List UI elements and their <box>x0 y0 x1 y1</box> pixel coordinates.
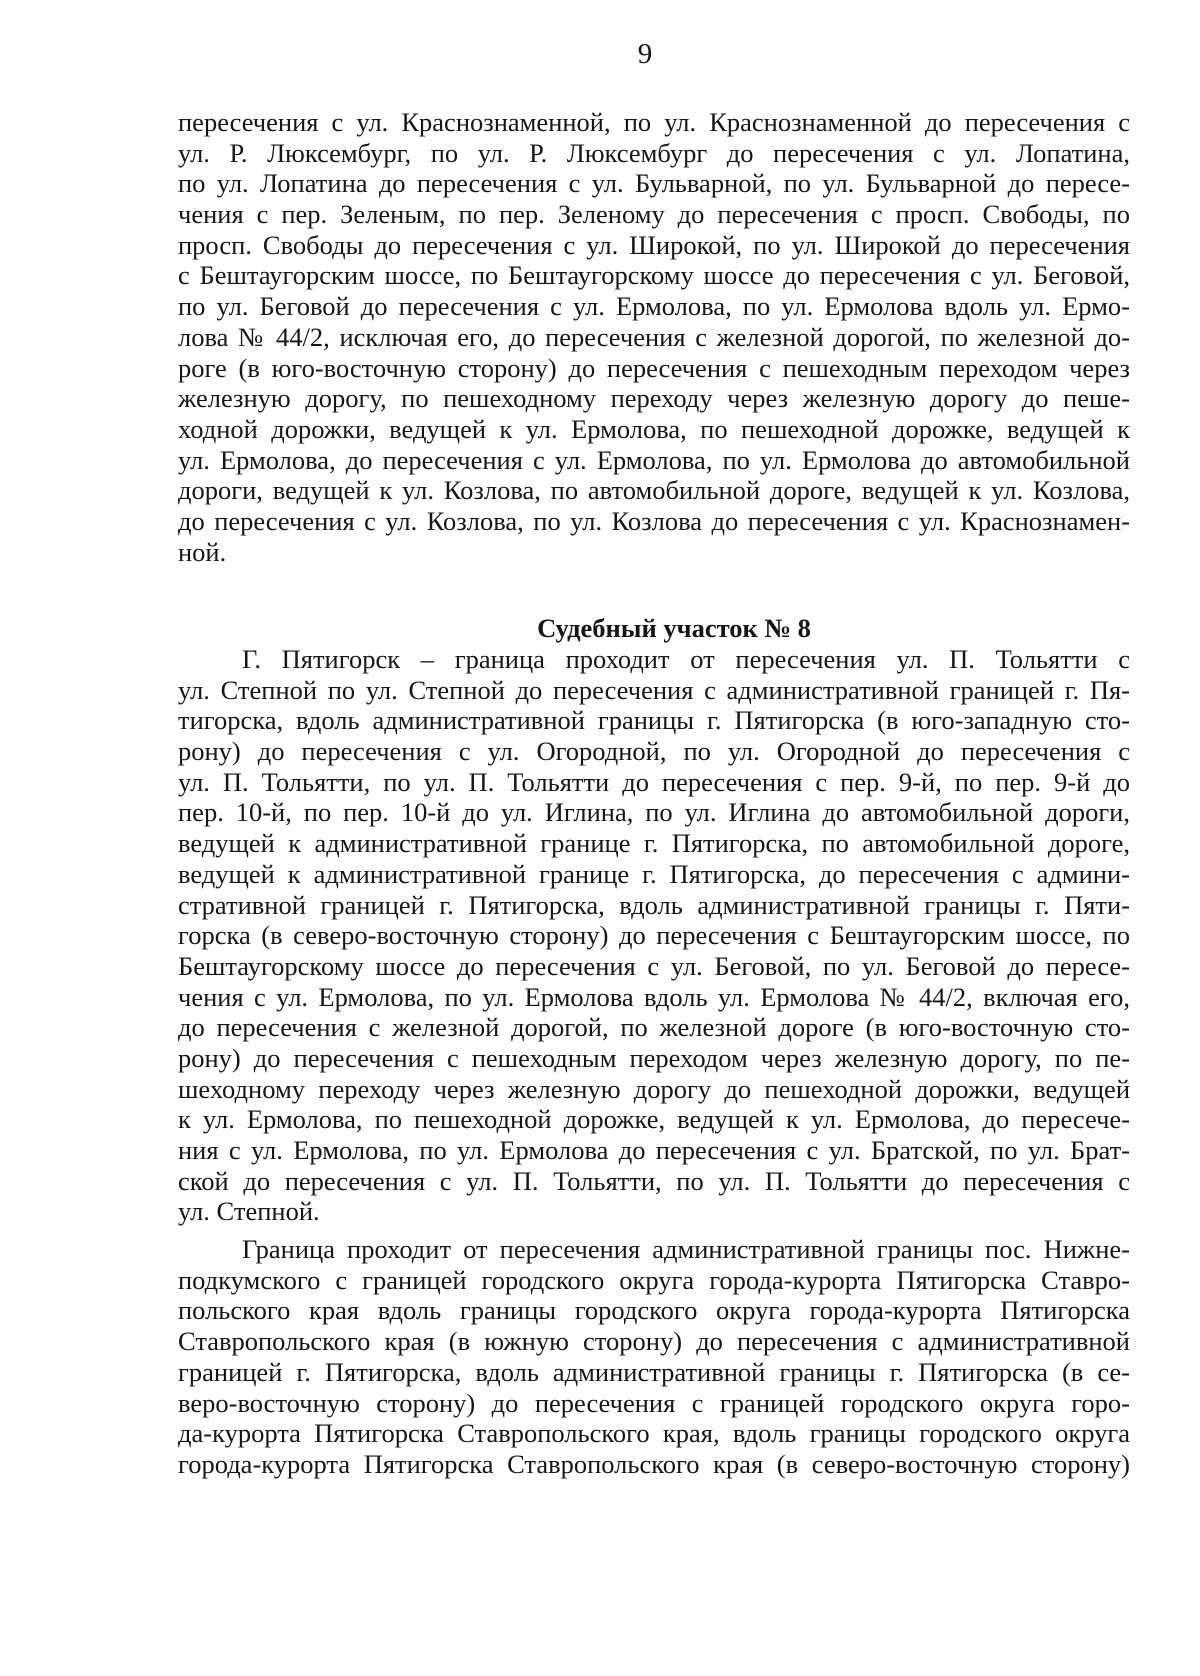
text-line: ул. Ермолова, до пересечения с ул. Ермолова, по ул. Ермолова до автомобильной <box>178 444 1130 475</box>
text-line: Граница проходит от пересечения административной границы пос. Нижне- <box>242 1234 1130 1265</box>
text-line: стративной границей г. Пятигорска, вдоль административной границы г. Пяти- <box>178 889 1130 920</box>
text-line: лова № 44/2, исключая его, до пересечения с железной дорогой, по железной до- <box>178 321 1130 352</box>
text-line: роге (в юго-восточную сторону) до пересечения с пешеходным переходом через <box>178 352 1130 383</box>
text-line: рону) до пересечения с ул. Огородной, по ул. Огородной до пересечения с <box>178 736 1130 767</box>
text-line: пересечения с ул. Краснознаменной, по ул. Краснознаменной до пересечения с <box>178 107 1130 137</box>
text-line: Г. Пятигорск – граница проходит от пересечения ул. П. Тольятти с <box>242 644 1130 674</box>
section-paragraph-1 <box>178 644 1130 1227</box>
text-line: дороги, ведущей к ул. Козлова, по автомобильной дороге, ведущей к ул. Козлова, <box>178 475 1130 506</box>
text-line: просп. Свободы до пересечения с ул. Широкой, по ул. Широкой до пересечения <box>178 229 1130 260</box>
text-line: ул. Степной по ул. Степной до пересечения с административной границей г. Пя- <box>178 674 1130 705</box>
text-line: железную дорогу, по пешеходному переходу через железную дорогу до пеше- <box>178 383 1130 414</box>
text-line: тигорска, вдоль административной границы г. Пятигорска (в юго-западную сто- <box>178 705 1130 736</box>
text-line: ния с ул. Ермолова, по ул. Ермолова до пересечения с ул. Братской, по ул. Брат- <box>178 1135 1130 1165</box>
text-line: да-курорта Пятигорска Ставропольского края, вдоль границы городского округа <box>178 1418 1130 1449</box>
text-line: шеходному переходу через железную дорогу до пешеходной дорожки, ведущей <box>178 1073 1130 1104</box>
text-line: ул. Р. Люксембург, по ул. Р. Люксембург до пересечения с ул. Лопатина, <box>178 137 1130 168</box>
text-line: к ул. Ермолова, по пешеходной дорожке, ведущей к ул. Ермолова, до пересече- <box>178 1104 1130 1135</box>
continuation-paragraph <box>178 107 1130 567</box>
text-line: чения с пер. Зеленым, по пер. Зеленому до пересечения с просп. Свободы, по <box>178 199 1130 230</box>
text-line: по ул. Лопатина до пересечения с ул. Бульварной, по ул. Бульварной до пересе- <box>178 168 1130 199</box>
text-line: ходной дорожки, ведущей к ул. Ермолова, по пешеходной дорожке, ведущей к <box>178 413 1130 444</box>
text-line: ведущей к административной границе г. Пятигорска, до пересечения с админи- <box>178 858 1130 889</box>
text-line: пер. 10-й, по пер. 10-й до ул. Иглина, по ул. Иглина до автомобильной дороги, <box>178 797 1130 828</box>
text-line: города-курорта Пятигорска Ставропольского края (в северо-восточную сторону) <box>178 1448 1130 1479</box>
text-line: до пересечения с ул. Козлова, по ул. Козлова до пересечения с ул. Краснознамен- <box>178 505 1130 536</box>
text-line: горска (в северо-восточную сторону) до пересечения с Бештаугорским шоссе, по <box>178 920 1130 951</box>
text-line: Бештаугорскому шоссе до пересечения с ул. Беговой, по ул. Беговой до пересе- <box>178 950 1130 981</box>
text-line: ведущей к административной границе г. Пятигорска, по автомобильной дороге, <box>178 828 1130 859</box>
text-line: рону) до пересечения с пешеходным переходом через железную дорогу, по пе- <box>178 1042 1130 1073</box>
text-line: веро-восточную сторону) до пересечения с границей городского округа горо- <box>178 1387 1130 1418</box>
text-line: ской до пересечения с ул. П. Тольятти, по ул. П. Тольятти до пересечения с <box>178 1165 1130 1196</box>
text-line: ул. Степной. <box>178 1196 320 1227</box>
page-number: 9 <box>637 38 653 70</box>
text-line: ной. <box>178 536 227 567</box>
text-line: границей г. Пятигорска, вдоль административной границы г. Пятигорска (в се- <box>178 1356 1130 1387</box>
section-heading: Судебный участок № 8 <box>537 613 811 644</box>
text-line: до пересечения с железной дорогой, по железной дороге (в юго-восточную сто- <box>178 1012 1130 1043</box>
text-line: польского края вдоль границы городского округа города-курорта Пятигорска <box>178 1295 1130 1326</box>
text-line: Ставропольского края (в южную сторону) до пересечения с административной <box>178 1326 1130 1357</box>
text-line: ул. П. Тольятти, по ул. П. Тольятти до пересечения с пер. 9-й, по пер. 9-й до <box>178 766 1130 797</box>
text-line: подкумского с границей городского округа города-курорта Пятигорска Ставро- <box>178 1264 1130 1295</box>
text-line: чения с ул. Ермолова, по ул. Ермолова вдоль ул. Ермолова № 44/2, включая его, <box>178 981 1130 1012</box>
section-paragraph-2 <box>178 1234 1130 1480</box>
text-line: с Бештаугорским шоссе, по Бештаугорскому шоссе до пересечения с ул. Беговой, <box>178 260 1130 291</box>
text-line: по ул. Беговой до пересечения с ул. Ермолова, по ул. Ермолова вдоль ул. Ермо- <box>178 291 1130 322</box>
document-body <box>178 107 1130 1480</box>
